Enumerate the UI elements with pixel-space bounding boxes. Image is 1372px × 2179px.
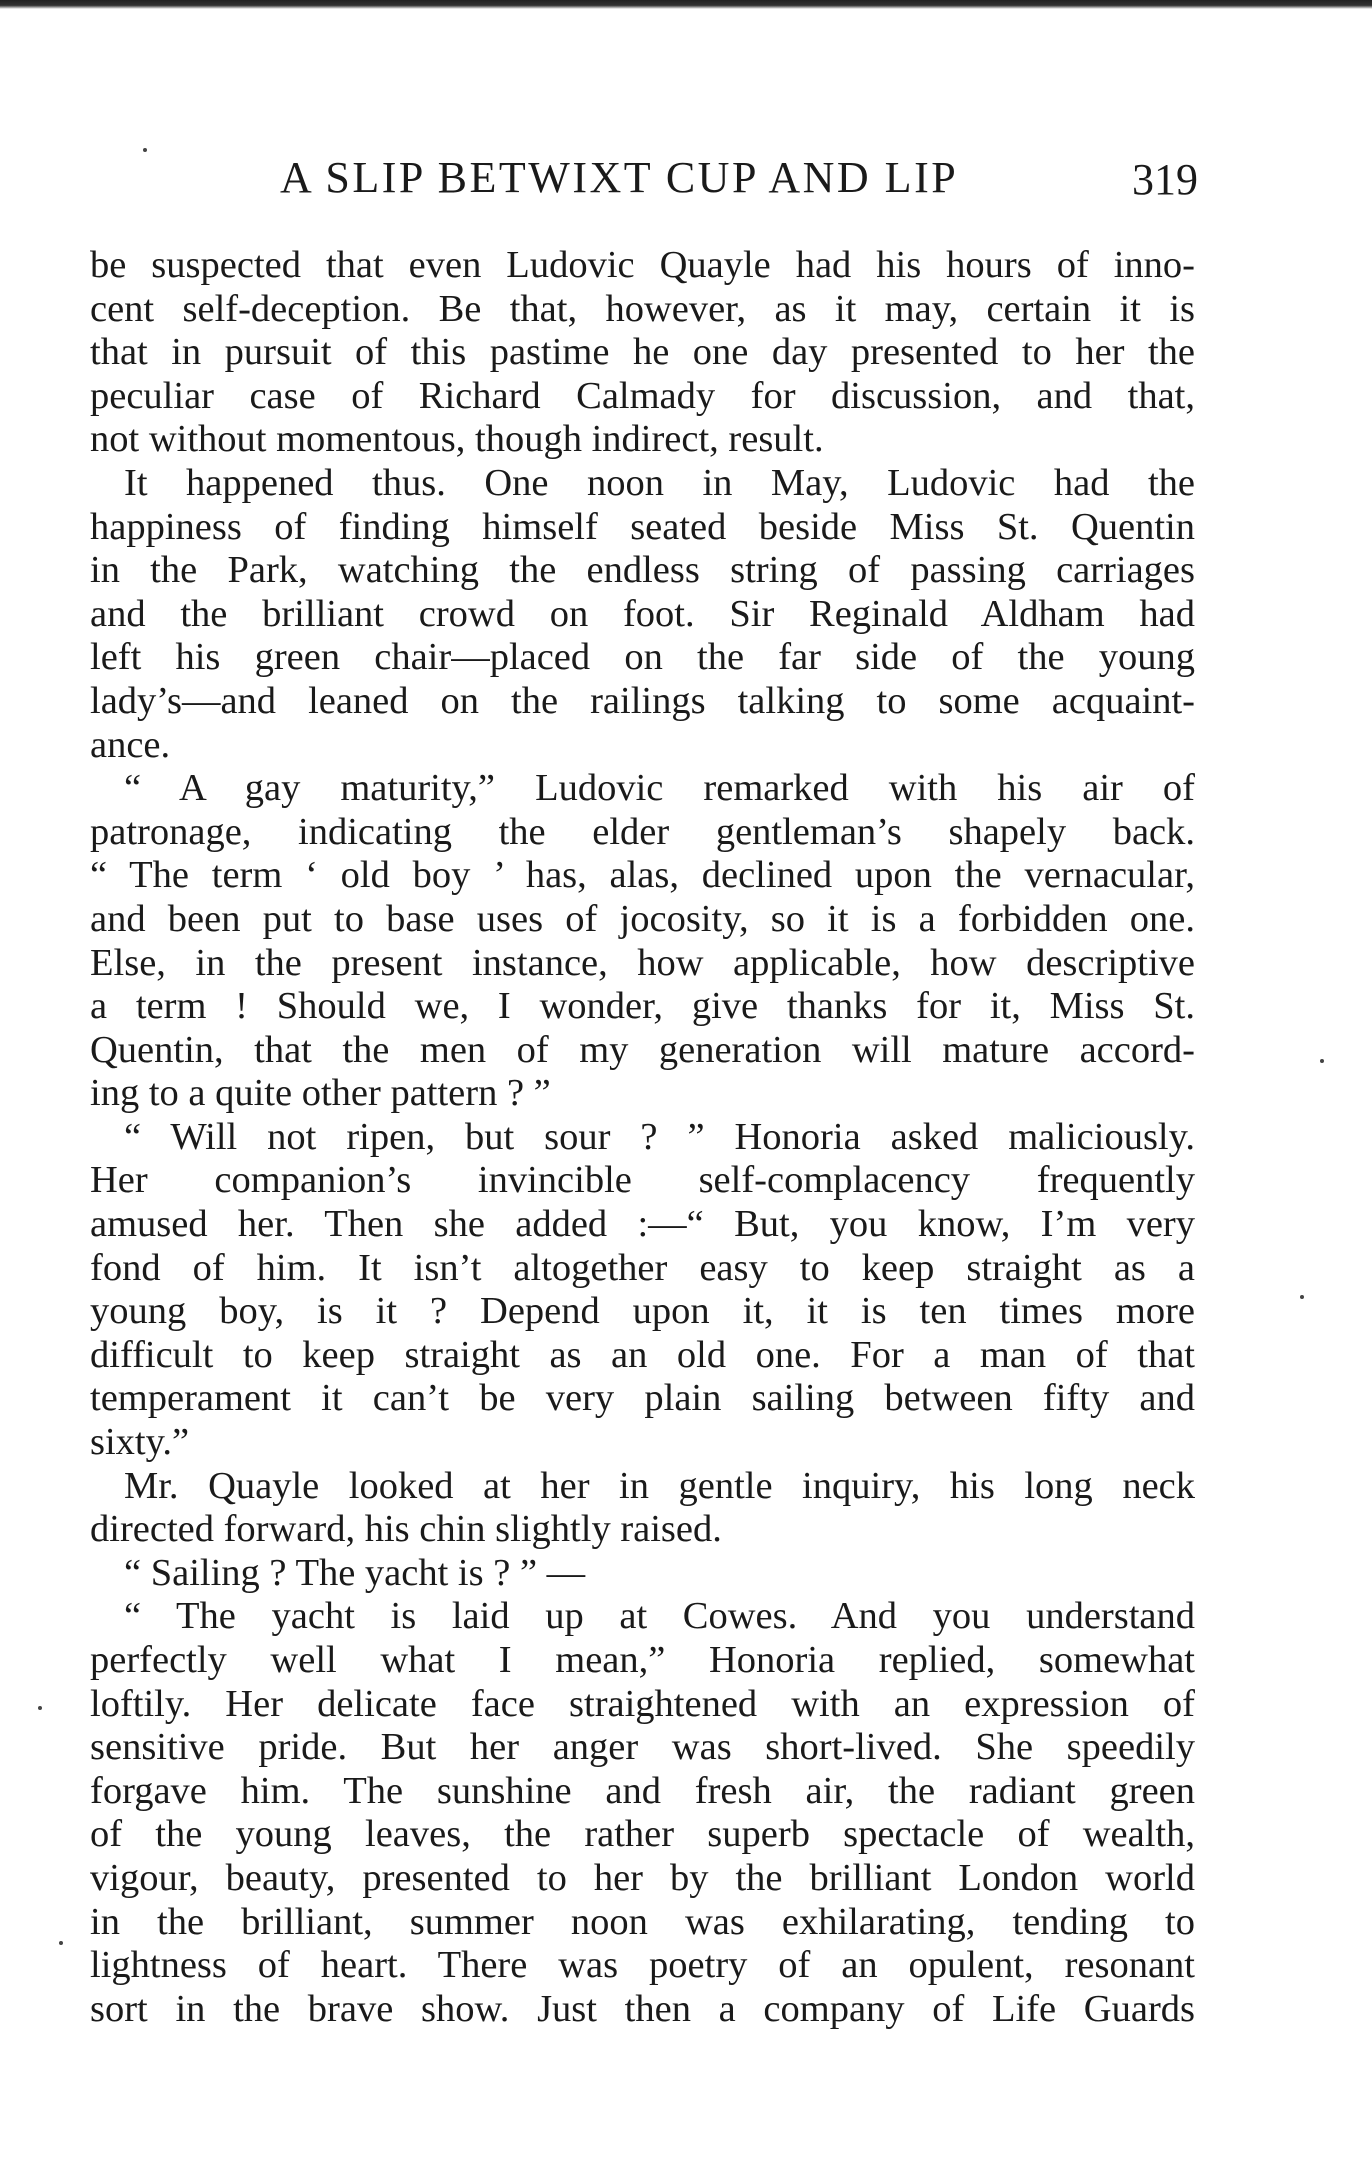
text-line: difficult to keep straight as an old one. For a man of that — [90, 1333, 1195, 1376]
text-line: “ Sailing ? The yacht is ? ” — — [124, 1551, 586, 1594]
text-line: amused her. Then she added :—“ But, you know, I’m very — [90, 1203, 1195, 1246]
body-text — [90, 244, 1195, 2031]
text-line: lady’s—and leaned on the railings talking to some acquaint- — [90, 679, 1195, 722]
text-line: left his green chair—placed on the far side of the young — [90, 636, 1195, 679]
text-line: peculiar case of Richard Calmady for discussion, and that, — [90, 374, 1195, 417]
text-line: be suspected that even Ludovic Quayle had his hours of inno- — [90, 244, 1195, 286]
paper-speck — [1320, 1059, 1324, 1063]
text-line: sensitive pride. But her anger was short-lived. She speedily — [90, 1726, 1195, 1769]
paper-speck — [38, 1706, 42, 1710]
text-line: and the brilliant crowd on foot. Sir Reginald Aldham had — [90, 592, 1195, 635]
text-line: ance. — [90, 723, 171, 766]
text-line: that in pursuit of this pastime he one day presented to her the — [90, 331, 1195, 374]
text-line: It happened thus. One noon in May, Ludovic had the — [124, 461, 1195, 504]
text-line: directed forward, his chin slightly raised. — [90, 1508, 722, 1551]
text-line: “ The yacht is laid up at Cowes. And you understand — [124, 1595, 1195, 1638]
text-line: cent self-deception. Be that, however, as it may, certain it is — [90, 287, 1195, 330]
top-edge-rule — [0, 0, 1372, 9]
paper-speck — [59, 1941, 63, 1945]
running-title: A SLIP BETWIXT CUP AND LIP — [280, 153, 959, 202]
text-line: patronage, indicating the elder gentleman’s shapely back. — [90, 810, 1195, 853]
paper-speck — [1300, 1295, 1304, 1299]
paper-speck — [143, 148, 147, 152]
text-line: young boy, is it ? Depend upon it, it is ten times more — [90, 1290, 1195, 1333]
text-line: loftily. Her delicate face straightened with an expression of — [90, 1682, 1195, 1725]
text-line: happiness of finding himself seated beside Miss St. Quentin — [90, 505, 1195, 548]
text-line: lightness of heart. There was poetry of an opulent, resonant — [90, 1944, 1195, 1987]
text-line: a term ! Should we, I wonder, give thanks for it, Miss St. — [90, 985, 1195, 1028]
text-line: “ A gay maturity,” Ludovic remarked with his air of — [124, 767, 1195, 810]
text-line: in the brilliant, summer noon was exhilarating, tending to — [90, 1900, 1195, 1943]
text-line: “ Will not ripen, but sour ? ” Honoria asked maliciously. — [124, 1115, 1195, 1158]
text-line: and been put to base uses of jocosity, so it is a forbidden one. — [90, 897, 1195, 940]
text-line: of the young leaves, the rather superb spectacle of wealth, — [90, 1813, 1195, 1856]
page-number: 319 — [1132, 155, 1198, 204]
text-line: Quentin, that the men of my generation will mature accord- — [90, 1028, 1195, 1071]
text-line: perfectly well what I mean,” Honoria replied, somewhat — [90, 1639, 1195, 1681]
text-line: Mr. Quayle looked at her in gentle inquiry, his long neck — [124, 1464, 1195, 1507]
text-line: forgave him. The sunshine and fresh air, the radiant green — [90, 1769, 1195, 1812]
text-line: not without momentous, though indirect, result. — [90, 418, 824, 461]
text-line: temperament it can’t be very plain sailing between fifty and — [90, 1377, 1195, 1420]
text-line: in the Park, watching the endless string of passing carriages — [90, 549, 1195, 592]
text-line: Else, in the present instance, how applicable, how descriptive — [90, 941, 1195, 984]
text-line: Her companion’s invincible self-complacency frequently — [90, 1159, 1195, 1202]
text-line: fond of him. It isn’t altogether easy to keep straight as a — [90, 1246, 1195, 1289]
page-header — [0, 152, 1372, 212]
text-line: vigour, beauty, presented to her by the brilliant London world — [90, 1856, 1195, 1899]
text-line: sort in the brave show. Just then a company of Life Guards — [90, 1987, 1195, 2030]
text-line: sixty.” — [90, 1421, 190, 1464]
text-line: ing to a quite other pattern ? ” — [90, 1072, 551, 1115]
text-line: “ The term ‘ old boy ’ has, alas, declined upon the vernacular, — [90, 854, 1195, 897]
